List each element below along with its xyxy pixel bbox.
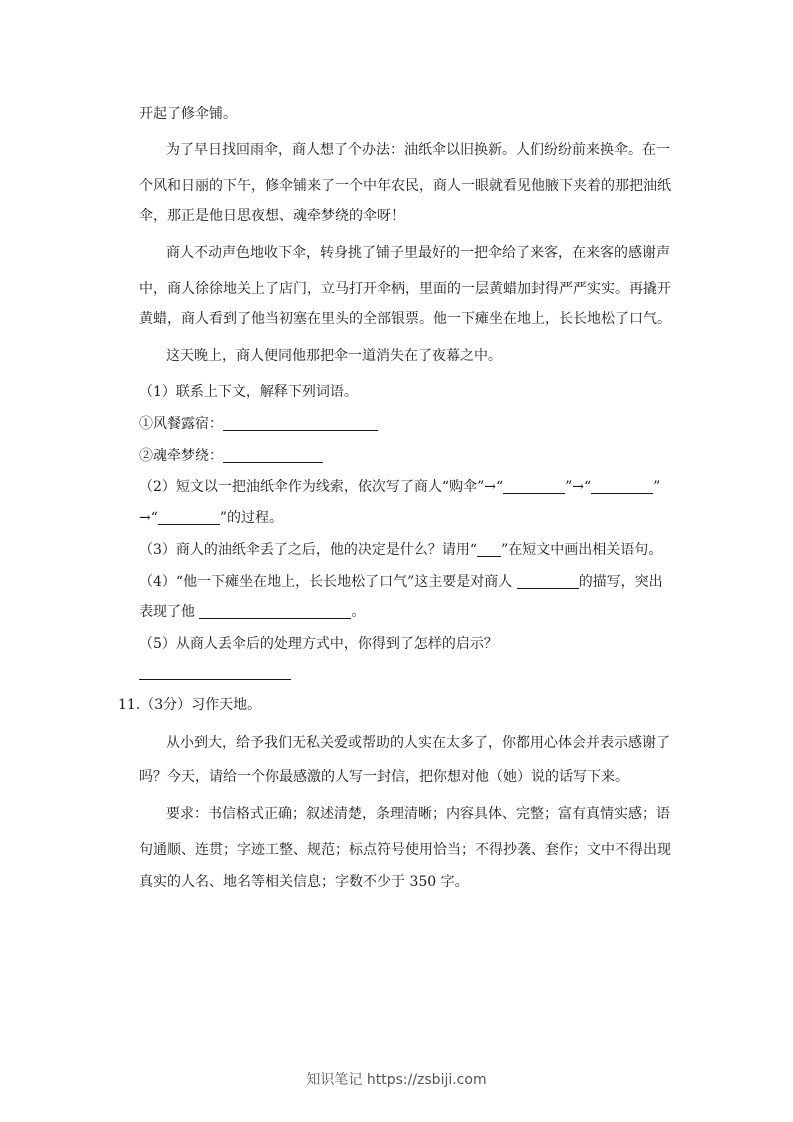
question-1: （1）联系上下文，解释下列词语。 <box>139 384 358 400</box>
answer-blank[interactable] <box>158 510 220 525</box>
story-line: 黄蜡，商人看到了他当初塞在里头的全部银票。他一下瘫坐在地上，长长地松了口气。 <box>139 311 671 327</box>
answer-blank[interactable] <box>517 574 579 589</box>
question-5: （5）从商人丢伞后的处理方式中，你得到了怎样的启示？ <box>139 636 498 652</box>
q11-line: 吗？今天，请给一个你最感激的人写一封信，把你想对他（她）说的话写下来。 <box>139 769 629 785</box>
question-4-line2: 表现了他 。 <box>139 604 366 620</box>
answer-blank[interactable] <box>223 448 323 463</box>
story-line: 为了早日找回雨伞，商人想了个办法：油纸伞以旧换新。人们纷纷前来换伞。在一 <box>166 142 670 158</box>
story-line: 个风和日丽的下午，修伞铺来了一个中年农民，商人一眼就看见他腋下夹着的那把油纸 <box>139 178 671 194</box>
answer-blank[interactable] <box>477 542 501 557</box>
question-1b: ②魂牵梦绕： <box>139 446 323 466</box>
story-line: 伞，那正是他日思夜想、魂牵梦绕的伞呀！ <box>139 208 405 224</box>
story-line: 商人不动声色地收下伞，转身挑了铺子里最好的一把伞给了来客，在来客的感谢声 <box>166 245 670 261</box>
answer-blank[interactable] <box>223 416 378 431</box>
q11-line: 从小到大，给予我们无私关爱或帮助的人实在太多了，你都用心体会并表示感谢了 <box>166 735 670 751</box>
question-11-title: 11.（3分）习作天地。 <box>118 697 262 713</box>
q11-line: 句通顺、连贯；字迹工整、规范；标点符号使用恰当；不得抄袭、套作；文中不得出现 <box>139 842 671 858</box>
question-1a: ①风餐露宿： <box>139 414 378 434</box>
q11-line: 真实的人名、地名等相关信息；字数不少于 350 字。 <box>139 874 469 890</box>
story-line: 开起了修伞铺。 <box>139 106 237 122</box>
question-4: （4）“他一下瘫坐在地上，长长地松了口气”这主要是对商人 的描写，突出 <box>139 574 663 590</box>
question-2: （2）短文以一把油纸伞作为线索，依次写了商人“购伞”→“ ”→“ ” <box>139 479 661 495</box>
question-3: （3）商人的油纸伞丢了之后，他的决定是什么？请用“ ”在短文中画出相关语句。 <box>139 542 663 558</box>
answer-blank[interactable] <box>591 479 653 494</box>
answer-line[interactable] <box>139 679 291 680</box>
story-line: 中，商人徐徐地关上了店门，立马打开伞柄，里面的一层黄蜡加封得严严实实。再撬开 <box>139 281 671 297</box>
question-2-line2: →“ ”的过程。 <box>139 510 284 526</box>
answer-blank[interactable] <box>199 604 351 619</box>
story-line: 这天晚上，商人便同他那把伞一道消失在了夜幕之中。 <box>166 348 502 364</box>
site-footer: 知识笔记 https://zsbiji.com <box>306 1072 487 1088</box>
q11-line: 要求：书信格式正确；叙述清楚，条理清晰；内容具体、完整；富有真情实感；语 <box>166 806 670 822</box>
answer-blank[interactable] <box>503 479 565 494</box>
